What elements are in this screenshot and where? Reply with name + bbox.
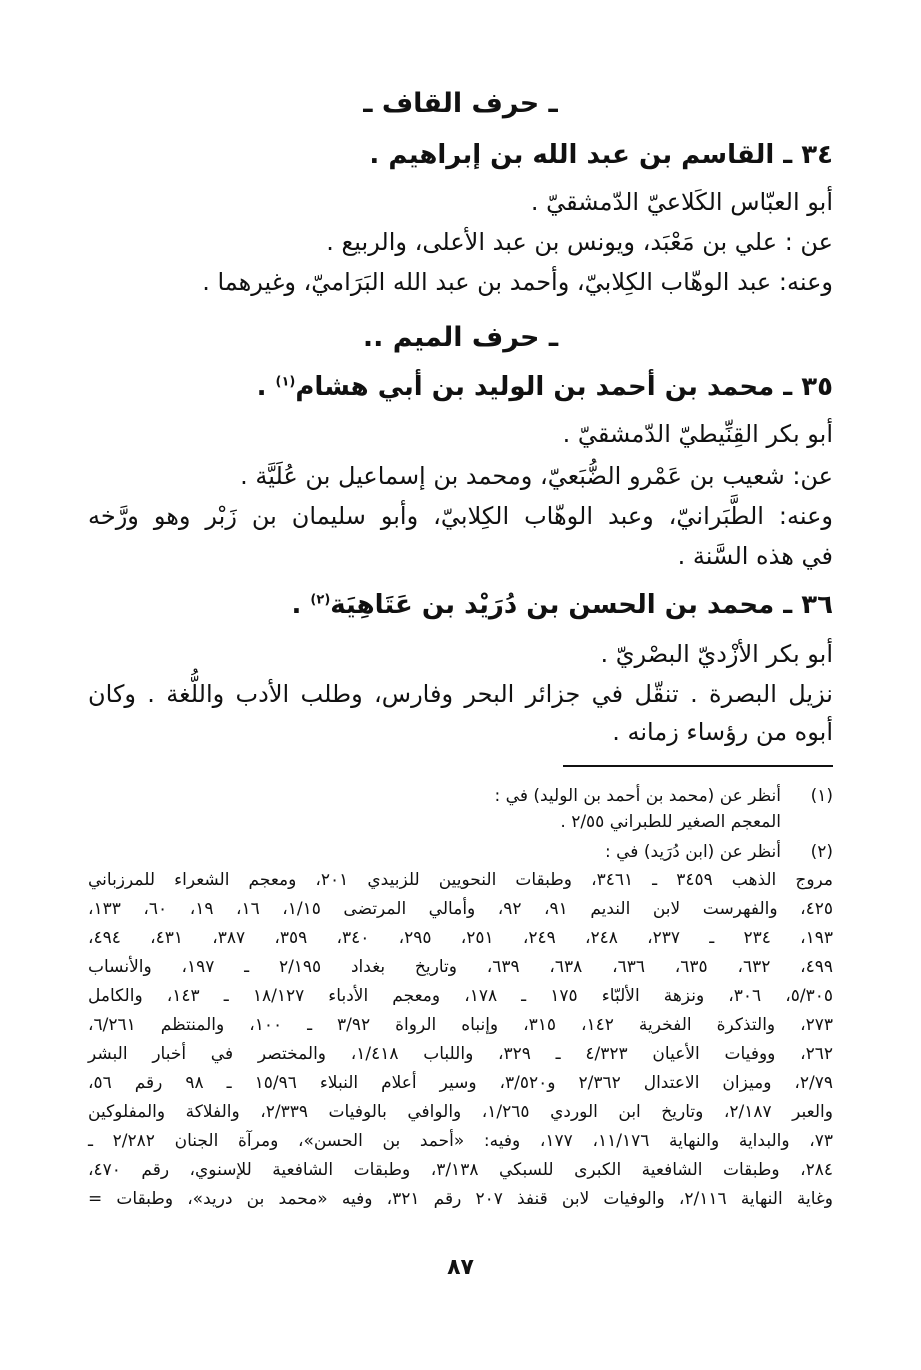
- entry-35-from: عن: شعيب بن عَمْرو الضُّبَعيّ، ومحمد بن إسماعيل بن عُلَيَّة .: [240, 462, 833, 490]
- entry-34-title: ٣٤ ـ القاسم بن عبد الله بن إبراهيم .: [369, 140, 833, 170]
- entry-36-bio-line1: نزيل البصرة . تنقّل في جزائر البحر وفارس، وطلب الأدب واللُّغة . وكان: [88, 680, 833, 708]
- entry-35-title-text: ٣٥ ـ محمد بن أحمد بن الوليد بن أبي هشام: [295, 372, 833, 402]
- entry-36-kunya: أبو بكر الأزْديّ البصْريّ .: [600, 640, 833, 668]
- footnote-2-line1: أنظر عن (ابن دُرَيد) في :: [604, 842, 781, 862]
- footnote-2-body-line: والعبر ٢/١٨٧، وتاريخ ابن الوردي ١/٢٦٥، والوافي بالوفيات ٢/٣٣٩، والفلاكة والمفلوكين: [88, 1102, 833, 1122]
- footnote-2-body-line: ١٩٣، ٢٣٤ ـ ٢٣٧، ٢٤٨، ٢٤٩، ٢٥١، ٢٩٥، ٣٤٠، ٣٥٩، ٣٨٧، ٤٣١، ٤٩٤،: [88, 928, 834, 948]
- footnote-2-body-line: وغاية النهاية ٢/١١٦، والوفيات لابن قنفذ ٢٠٧ رقم ٣٢١، وفيه «محمد بن دريد»، وطبقات =: [88, 1189, 833, 1209]
- footnote-2-body-line: ٢٨٤، وطبقات الشافعية الكبرى للسبكي ٣/١٣٨، وطبقات الشافعية للإسنوي، رقم ٤٧٠،: [88, 1160, 834, 1180]
- entry-35-kunya: أبو بكر القِنِّيطيّ الدّمشقيّ .: [562, 420, 833, 448]
- footnote-2-body-line: ٤٩٩، ٦٣٢، ٦٣٥، ٦٣٦، ٦٣٨، ٦٣٩، وتاريخ بغداد ٢/١٩٥ ـ ١٩٧، والأنساب: [88, 957, 834, 977]
- entry-35-title-end: .: [256, 372, 276, 402]
- entry-35-title: [88, 372, 833, 403]
- entry-36-bio-line2: أبوه من رؤساء زمانه .: [612, 718, 833, 746]
- footnote-1-number: (١): [810, 786, 833, 806]
- footnote-2-body-line: ٢٧٣، والتذكرة الفخرية ١٤٢، ٣١٥، وإنباه الرواة ٣/٩٢ ـ ١٠٠، والمنتظم ٦/٢٦١،: [88, 1015, 834, 1035]
- entry-35-by-line2: في هذه السَّنة .: [677, 542, 833, 570]
- footnote-2-body-line: ٤٢٥، والفهرست لابن النديم ٩١، ٩٢، وأمالي المرتضى ١/١٥، ١٦، ١٩، ٦٠، ١٣٣،: [88, 899, 834, 919]
- entry-35-by-line1: وعنه: الطَّبَرانيّ، وعبد الوهّاب الكِلابيّ، وأبو سليمان بن زَبْر وهو ورَّخه: [88, 502, 833, 530]
- footnote-2-body-line: ٢/٧٩، وميزان الاعتدال ٢/٣٦٢ و٣/٥٢٠، وسير أعلام النبلاء ١٥/٩٦ ـ ٩٨ رقم ٥٦،: [88, 1073, 834, 1093]
- footnote-2-body-line: ٧٣، والبداية والنهاية ١١/١٧٦، ١٧٧، وفيه: «أحمد بن الحسن»، ومرآة الجنان ٢/٢٨٢ ـ: [88, 1131, 834, 1151]
- entry-36-title: [88, 590, 833, 621]
- entry-34-kunya: أبو العبّاس الكَلاعيّ الدّمشقيّ .: [530, 188, 833, 216]
- entry-36-title-text: ٣٦ ـ محمد بن الحسن بن دُرَيْد بن عَتَاهِيَة: [330, 590, 833, 620]
- footnote-separator: [563, 765, 833, 767]
- entry-34-by: وعنه: عبد الوهّاب الكِلابيّ، وأحمد بن عبد الله البَرَاميّ، وغيرهما .: [202, 268, 833, 296]
- footnote-ref-2: (٢): [310, 592, 331, 608]
- footnote-1-line1: أنظر عن (محمد بن أحمد بن الوليد) في :: [494, 786, 781, 806]
- section-heading-meem: ـ حرف الميم ..: [362, 322, 559, 353]
- footnote-1-line2: المعجم الصغير للطبراني ٢/٥٥ .: [560, 812, 781, 832]
- entry-36-title-end: .: [291, 590, 311, 620]
- page-number: ٨٧: [447, 1255, 474, 1280]
- footnote-2-body-line: مروج الذهب ٣٤٥٩ ـ ٣٤٦١، وطبقات النحويين للزبيدي ٢٠١، ومعجم الشعراء للمرزباني: [88, 870, 834, 890]
- footnote-ref-1: (١): [275, 374, 296, 390]
- section-heading-qaf: ـ حرف القاف ـ: [363, 88, 558, 119]
- footnote-2-body-line: ٥/٣٠٥، ٣٠٦، ونزهة الألبّاء ١٧٥ ـ ١٧٨، ومعجم الأدباء ١٨/١٢٧ ـ ١٤٣، والكامل: [88, 986, 834, 1006]
- footnote-2-number: (٢): [810, 842, 833, 862]
- footnote-2-body-line: ٢٦٢، ووفيات الأعيان ٤/٣٢٣ ـ ٣٢٩، واللباب ١/٤١٨، والمختصر في أخبار البشر: [88, 1044, 833, 1064]
- entry-34-from: عن : علي بن مَعْبَد، ويونس بن عبد الأعلى، والربيع .: [326, 228, 833, 256]
